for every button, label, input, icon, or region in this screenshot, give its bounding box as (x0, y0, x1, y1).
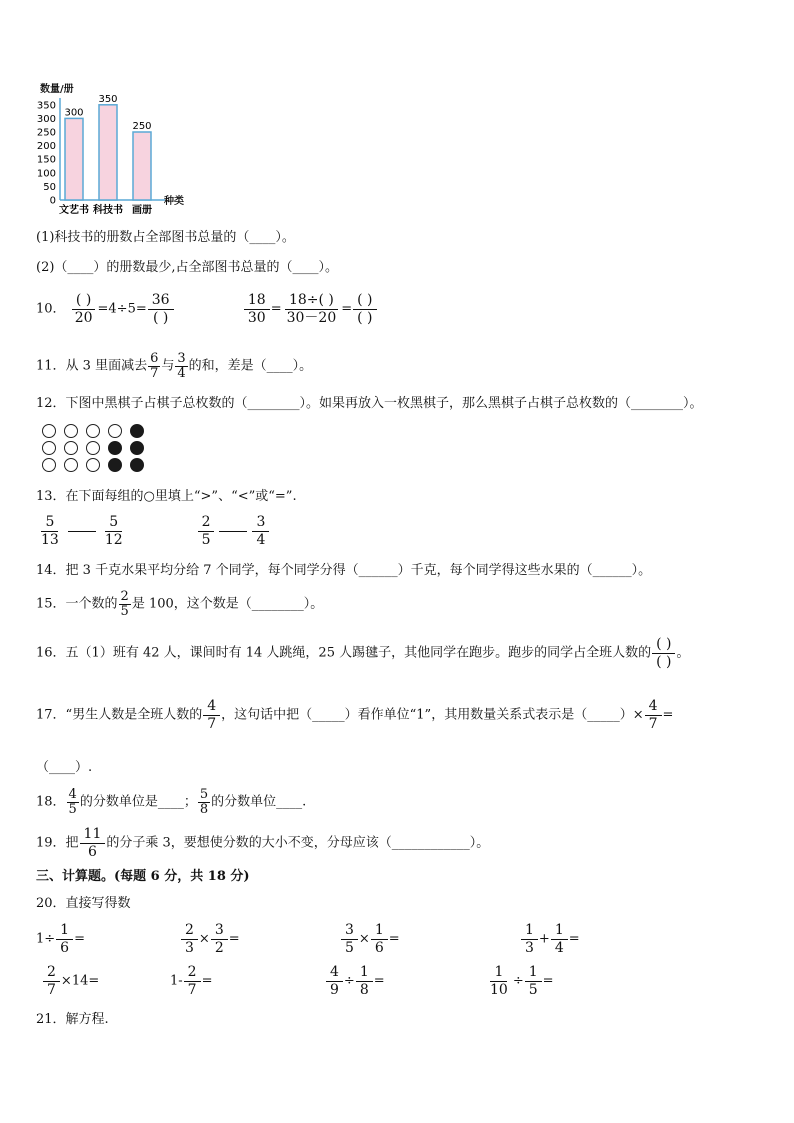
q10-number: 10． (36, 301, 66, 317)
question-19 (36, 826, 489, 860)
q17-end: = (662, 707, 674, 723)
q11-prefix: 11．从 3 里面减去 (36, 358, 148, 374)
y-tick-label: 300 (36, 113, 56, 125)
q15-prefix: 15．一个数的 (36, 596, 118, 612)
x-tick-label: 文艺书 (59, 205, 89, 216)
bar-value-label: 250 (132, 121, 152, 132)
q19-prefix: 19．把 (36, 835, 79, 851)
q10-fraction-36-over-blank: $\frac{36}{( )}$ (148, 292, 174, 326)
q16-fraction-blank: $\frac{( )}{( )}$ (652, 636, 675, 670)
question-13: 13．在下面每组的○里填上“>”、“<”或“=”. (36, 489, 297, 504)
white-stone (86, 424, 100, 438)
q11-suffix: 的和，差是（____）。 (188, 358, 313, 374)
q15-fraction-2-5: $\frac{2}{5}$ (120, 589, 129, 619)
q18-number: 18． (36, 794, 66, 810)
q17-middle: ，这句话中把（_____）看作单位“1”，其用数量关系式表示是（_____）× (221, 707, 644, 723)
q18-end: 的分数单位____. (211, 794, 307, 810)
q16-text: 16．五（1）班有 42 人，课间时有 14 人跳绳，25 人踢毽子，其他同学在跑步。跑步的同学占全班人数的 (36, 645, 652, 661)
q10-fraction-blank-over-blank: $\frac{( )}{( )}$ (353, 292, 376, 326)
question-15 (36, 590, 323, 618)
x-axis-label: 种类 (164, 196, 184, 207)
calc-r1-c4: $\frac{1}{3}$ + $\frac{1}{4}$ = (520, 922, 580, 956)
q13-fraction-2-5: $\frac{2}{5}$ (198, 514, 215, 548)
black-stone (108, 458, 122, 472)
section-3-title: 三、计算题。(每题 6 分，共 18 分) (36, 869, 250, 884)
white-stone (42, 424, 56, 438)
black-stone (130, 424, 144, 438)
question-18 (36, 788, 306, 816)
q11-fraction-3-4: $\frac{3}{4}$ (177, 351, 186, 381)
q10-equals-2: = (341, 301, 353, 317)
q18-middle: 的分数单位是____； (79, 794, 197, 810)
question-12: 12．下图中黑棋子占棋子总枚数的（________）。如果再放入一枚黑棋子，那么黑棋子占棋子总枚数的（________）。 (36, 396, 703, 411)
q11-and: 与 (161, 358, 175, 374)
q18-fraction-4-5: $\frac{4}{5}$ (68, 787, 77, 817)
bar (99, 105, 117, 200)
black-stone (130, 441, 144, 455)
white-stone (42, 458, 56, 472)
y-tick-label: 0 (49, 195, 56, 207)
white-stone (42, 441, 56, 455)
q13-blank-2[interactable] (219, 531, 247, 532)
white-stone (86, 458, 100, 472)
white-stone (64, 458, 78, 472)
q9-part2: (2)（____）的册数最少,占全部图书总量的（____）。 (36, 260, 339, 275)
y-tick-label: 250 (36, 127, 56, 139)
book-bar-chart (30, 78, 210, 218)
q10-middle: =4÷5= (97, 301, 147, 317)
q13-fraction-5-13: $\frac{5}{13}$ (41, 514, 59, 548)
question-21-title: 21．解方程. (36, 1012, 109, 1027)
calc-r2-c2: 1- $\frac{2}{7}$ = (170, 964, 213, 998)
white-stone (64, 424, 78, 438)
question-11 (36, 352, 312, 380)
q13-blank-1[interactable] (68, 531, 96, 532)
white-stone (108, 424, 122, 438)
y-tick-label: 200 (36, 141, 56, 153)
bar-value-label: 300 (64, 107, 84, 119)
calc-r2-c1: $\frac{2}{7}$ ×14= (42, 964, 99, 998)
q13-comparisons (36, 514, 270, 548)
y-tick-label: 100 (36, 168, 56, 180)
q15-suffix: 是 100，这个数是（________）。 (131, 596, 324, 612)
q16-end: 。 (676, 645, 690, 661)
bar (65, 118, 83, 200)
q10-equals-1: = (270, 301, 282, 317)
q10-fraction-blank-over-20: $\frac{( )}{20}$ (71, 292, 97, 326)
q9-part1: (1)科技书的册数占全部图书总量的（____）。 (36, 230, 295, 245)
bar-value-label: 350 (98, 93, 118, 105)
question-17 (36, 698, 673, 732)
calc-r2-c3: $\frac{4}{9}$ ÷ $\frac{1}{8}$ = (325, 964, 385, 998)
q19-suffix: 的分子乘 3，要想使分数的大小不变，分母应该（____________）。 (106, 835, 490, 851)
go-stones-figure (42, 424, 152, 476)
q11-fraction-6-7: $\frac{6}{7}$ (150, 351, 159, 381)
black-stone (108, 441, 122, 455)
q13-fraction-3-4: $\frac{3}{4}$ (252, 514, 269, 548)
q17-fraction-4-7-b: $\frac{4}{7}$ (645, 698, 662, 732)
question-20-title: 20．直接写得数 (36, 896, 131, 911)
y-tick-label: 350 (36, 100, 56, 112)
x-tick-label: 科技书 (93, 205, 123, 216)
q10-fraction-18-over-30: $\frac{18}{30}$ (244, 292, 270, 326)
calc-r1-c1: 1÷ $\frac{1}{6}$ = (36, 922, 85, 956)
y-tick-label: 150 (36, 154, 56, 166)
black-stone (130, 458, 144, 472)
q13-fraction-5-12: $\frac{5}{12}$ (104, 514, 123, 548)
x-tick-label: 画册 (132, 205, 152, 216)
question-14: 14．把 3 千克水果平均分给 7 个同学，每个同学分得（______）千克，每个同学得这些水果的（______）。 (36, 563, 652, 578)
calc-r1-c2: $\frac{2}{3}$ × $\frac{3}{2}$ = (180, 922, 240, 956)
bar (133, 132, 151, 200)
q19-fraction-11-6: $\frac{11}{6}$ (80, 826, 106, 860)
y-axis-label: 数量/册 (40, 84, 74, 95)
question-10 (36, 292, 378, 326)
q17-prefix: 17．“男生人数是全班人数的 (36, 707, 203, 723)
white-stone (64, 441, 78, 455)
q17-line2: （____）. (36, 760, 93, 775)
q10-fraction-expression: $\frac{18\div( )}{30-20}$ (286, 292, 337, 326)
q18-fraction-5-8: $\frac{5}{8}$ (199, 787, 209, 817)
question-16 (36, 636, 690, 670)
q17-fraction-4-7: $\frac{4}{7}$ (203, 698, 220, 732)
calc-r2-c4: $\frac{1}{10}$ ÷ $\frac{1}{5}$ = (490, 964, 554, 998)
calc-r1-c3: $\frac{3}{5}$ × $\frac{1}{6}$ = (340, 922, 400, 956)
y-tick-label: 50 (43, 181, 56, 193)
white-stone (86, 441, 100, 455)
